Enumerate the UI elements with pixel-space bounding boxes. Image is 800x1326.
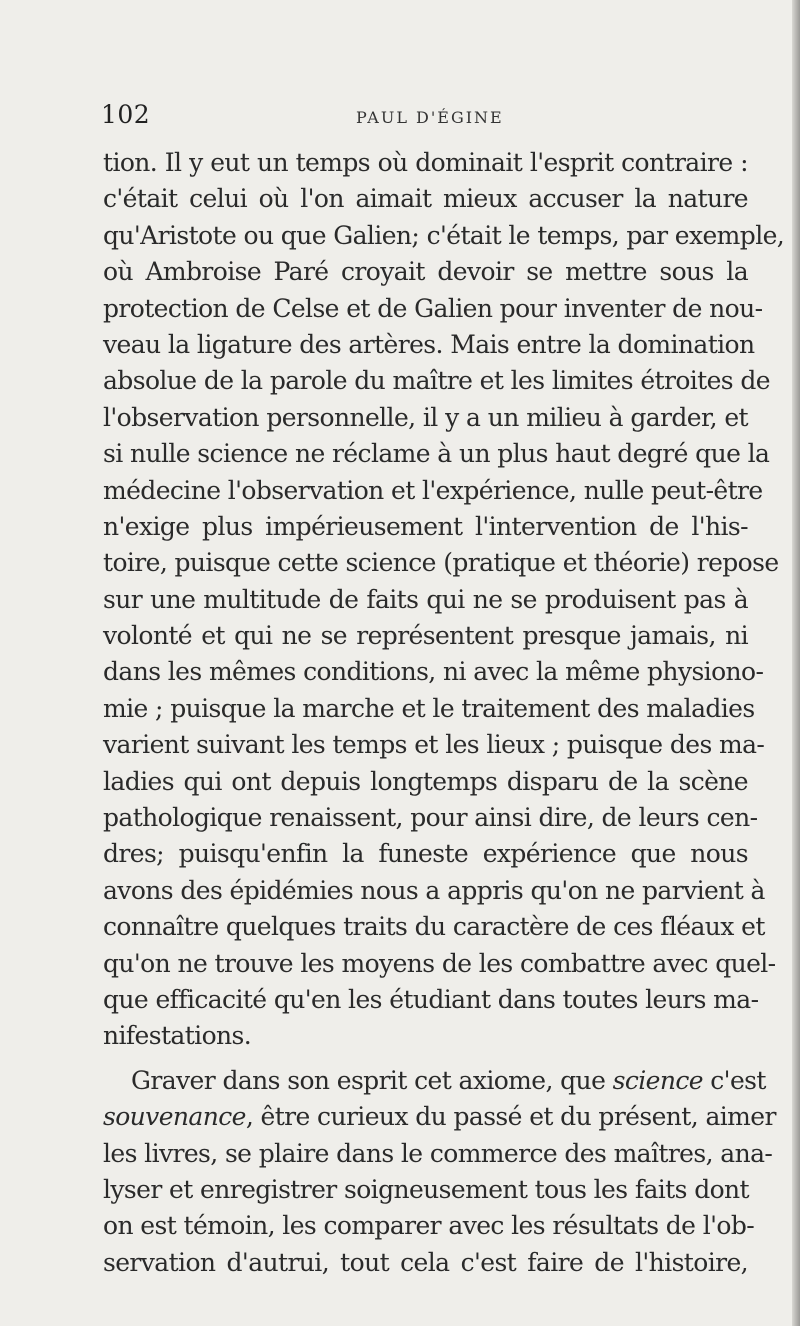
italic-term: science xyxy=(612,1065,703,1095)
text-line: qu'Aristote ou que Galien; c'était le temps, par exemple, xyxy=(103,220,785,250)
text-line: nifestations. xyxy=(103,1021,252,1051)
text-line: lyser et enregistrer soigneusement tous les faits dont xyxy=(103,1174,750,1204)
text-line: on est témoin, les comparer avec les résultats de l'ob- xyxy=(103,1211,755,1241)
text-run: , être curieux du passé et du présent, aimer xyxy=(245,1102,776,1132)
text-line: c'était celui où l'on aimait mieux accuser la nature xyxy=(103,184,748,214)
text-line: absolue de la parole du maître et les limites étroites de xyxy=(103,366,770,396)
text-run: Graver dans son esprit cet axiome, que xyxy=(131,1065,613,1095)
text-line: pathologique renaissent, pour ainsi dire, de leurs cen- xyxy=(103,803,758,833)
italic-term: souvenance xyxy=(103,1102,246,1132)
paragraph-2 xyxy=(103,1063,776,1281)
text-line: avons des épidémies nous a appris qu'on ne parvient à xyxy=(103,875,765,905)
text-line: connaître quelques traits du caractère de ces fléaux et xyxy=(103,912,765,942)
page-header xyxy=(101,100,741,134)
text-line: servation d'autrui, tout cela c'est faire de l'histoire, xyxy=(103,1247,748,1277)
text-line: que efficacité qu'en les étudiant dans toutes leurs ma- xyxy=(103,984,759,1014)
text-line xyxy=(103,1063,766,1099)
text-line: si nulle science ne réclame à un plus haut degré que la xyxy=(103,439,770,469)
text-line: sur une multitude de faits qui ne se produisent pas à xyxy=(103,584,748,614)
text-line: protection de Celse et de Galien pour inventer de nou- xyxy=(103,293,763,323)
page-number: 102 xyxy=(101,100,151,129)
text-line: où Ambroise Paré croyait devoir se mettre sous la xyxy=(103,257,748,287)
text-line: ladies qui ont depuis longtemps disparu de la scène xyxy=(103,766,748,796)
text-line: mie ; puisque la marche et le traitement des maladies xyxy=(103,693,755,723)
running-head: PAUL D'ÉGINE xyxy=(356,108,504,127)
paragraph-gap xyxy=(103,1055,748,1063)
text-line: dres; puisqu'enfin la funeste expérience que nous xyxy=(103,839,748,869)
text-line: volonté et qui ne se représentent presque jamais, ni xyxy=(103,621,748,651)
paragraph-1 xyxy=(103,145,785,1055)
page-edge-shadow xyxy=(792,0,800,1326)
text-line: n'exige plus impérieusement l'intervention de l'his- xyxy=(103,511,748,541)
body-text xyxy=(103,145,785,1281)
text-line: veau la ligature des artères. Mais entre la domination xyxy=(103,329,755,359)
text-line: les livres, se plaire dans le commerce des maîtres, ana- xyxy=(103,1138,773,1168)
text-run: c'est xyxy=(702,1065,766,1095)
text-line: l'observation personnelle, il y a un milieu à garder, et xyxy=(103,402,748,432)
text-line: qu'on ne trouve les moyens de les combattre avec quel- xyxy=(103,948,776,978)
text-line: varient suivant les temps et les lieux ; puisque des ma- xyxy=(103,730,765,760)
text-line: médecine l'observation et l'expérience, nulle peut-être xyxy=(103,475,763,505)
text-line xyxy=(103,1099,776,1135)
text-line: dans les mêmes conditions, ni avec la même physiono- xyxy=(103,657,764,687)
text-line: toire, puisque cette science (pratique et théorie) repose xyxy=(103,548,779,578)
text-line: tion. Il y eut un temps où dominait l'esprit contraire : xyxy=(103,148,748,177)
